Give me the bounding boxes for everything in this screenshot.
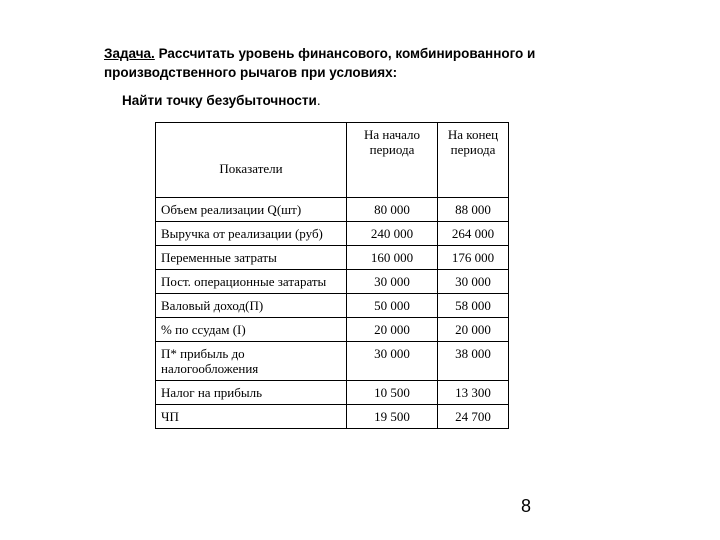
row-value-start: 80 000	[347, 198, 438, 222]
row-value-start: 240 000	[347, 222, 438, 246]
row-label: Выручка от реализации (руб)	[156, 222, 347, 246]
table-row	[156, 270, 509, 294]
table-row	[156, 381, 509, 405]
subtask-dot: .	[316, 93, 321, 108]
header-period-start: На начало периода	[347, 123, 438, 198]
row-label: ЧП	[156, 405, 347, 429]
task-lead: Задача.	[104, 46, 155, 61]
page-number: 8	[521, 496, 532, 516]
row-value-start: 30 000	[347, 342, 438, 381]
row-value-end: 20 000	[438, 318, 509, 342]
row-value-start: 160 000	[347, 246, 438, 270]
subtask-text: Найти точку безубыточности	[122, 93, 317, 108]
row-value-end: 58 000	[438, 294, 509, 318]
row-value-start: 19 500	[347, 405, 438, 429]
table-row	[156, 294, 509, 318]
row-value-start: 30 000	[347, 270, 438, 294]
table-row	[156, 222, 509, 246]
table-row	[156, 246, 509, 270]
table-row	[156, 198, 509, 222]
row-value-start: 20 000	[347, 318, 438, 342]
row-label: Налог на прибыль	[156, 381, 347, 405]
row-value-end: 30 000	[438, 270, 509, 294]
row-label: Переменные затраты	[156, 246, 347, 270]
row-value-end: 13 300	[438, 381, 509, 405]
row-value-start: 50 000	[347, 294, 438, 318]
row-label: Валовый доход(П)	[156, 294, 347, 318]
row-value-end: 24 700	[438, 405, 509, 429]
row-value-end: 264 000	[438, 222, 509, 246]
row-value-end: 38 000	[438, 342, 509, 381]
subtask	[122, 93, 321, 108]
table-row	[156, 342, 509, 381]
task-statement	[104, 44, 604, 82]
header-period-end: На конец периода	[438, 123, 509, 198]
row-value-start: 10 500	[347, 381, 438, 405]
header-indicators: Показатели	[156, 123, 347, 198]
row-value-end: 88 000	[438, 198, 509, 222]
row-label: П* прибыль до налогообложения	[156, 342, 347, 381]
row-label: % по ссудам (I)	[156, 318, 347, 342]
table-row	[156, 318, 509, 342]
indicators-table	[155, 122, 509, 429]
row-label: Объем реализации Q(шт)	[156, 198, 347, 222]
row-value-end: 176 000	[438, 246, 509, 270]
table-row	[156, 405, 509, 429]
task-text: Рассчитать уровень финансового, комбинированного и производственного рычагов при условиях:	[104, 46, 536, 80]
row-label: Пост. операционные затараты	[156, 270, 347, 294]
table-header-row	[156, 123, 509, 198]
